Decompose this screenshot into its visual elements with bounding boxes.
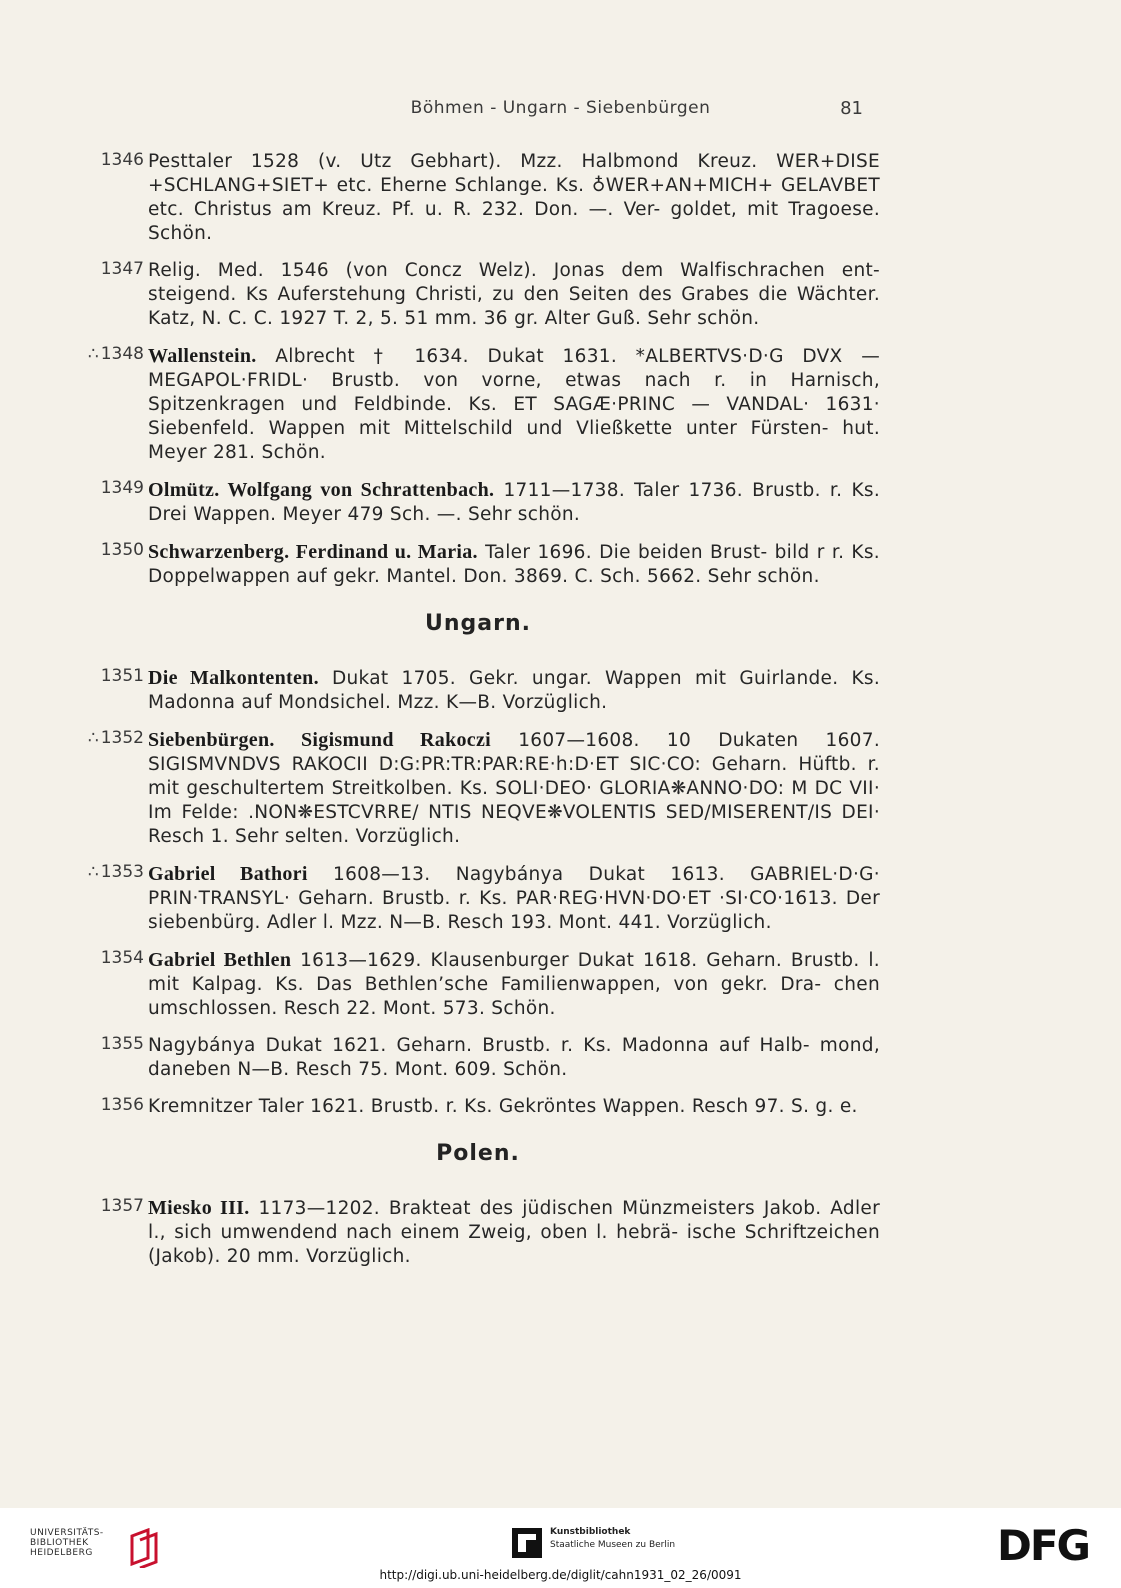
entry-description xyxy=(148,259,880,331)
entry-number-text: 1347 xyxy=(100,259,144,279)
entry-description xyxy=(148,948,880,1021)
entry-number xyxy=(76,478,144,498)
entry-text: 1711—1738. Taler 1736. Brustb. r. Ks. Drei Wappen. Meyer 479 Sch. —. Sehr schön. xyxy=(148,480,881,525)
entry-text: 1613—1629. Klausenburger Dukat 1618. Geharn. Brustb. l. mit Kalpag. Ks. Das Bethlen’sche Familienwappen, von gekr. Dra- chen umschlossen. Resch 22. Mont. 573. Schön. xyxy=(148,950,880,1019)
catalog-entry xyxy=(76,1034,880,1082)
entry-text: 1607—1608. 10 Dukaten 1607. SIGISMVNDVS RAKOCII D:G:PR:TR:PAR:RE·h:D·ET SIC·CO: Geharn. Hüftb. r. mit geschultertem Streitkolben. Ks. SOLI·DEO· GLORIA❋ANNO·DO: M DC VII· Im Felde: .NON❋ESTCVRRE/ NTIS NEQVE❋VOLENTIS SED/MISERENT/IS DEI· Resch 1. Sehr selten. Vorzüglich. xyxy=(148,730,880,847)
entry-text: Taler 1696. Die beiden Brust- bild r r. Ks. Doppelwappen auf gekr. Mantel. Don. 3869. C. Sch. 5662. Sehr schön. xyxy=(148,542,880,587)
catalog-content xyxy=(76,150,880,1282)
entry-number xyxy=(76,259,144,279)
kb-emblem-icon xyxy=(512,1528,542,1558)
entry-description xyxy=(148,1095,880,1119)
svg-text:DFG: DFG xyxy=(997,1522,1090,1566)
entry-text: Albrecht † 1634. Dukat 1631. *ALBERTVS·D·G DVX —MEGAPOL·FRIDL· Brustb. von vorne, etwas nach r. in Harnisch, Spitzenkragen und Feldbinde. Ks. ET SAGÆ·PRINC — VANDAL· 1631· Siebenfeld. Wappen mit Mittelschild und Vließkette unter Fürsten- hut. Meyer 281. Schön. xyxy=(148,346,880,463)
entry-number-text: 1357 xyxy=(100,1196,144,1216)
permalink-url[interactable]: http://digi.ub.uni-heidelberg.de/diglit/cahn1931_02_26/0091 xyxy=(379,1568,742,1582)
catalog-entry xyxy=(76,666,880,715)
rarity-mark-icon: ∴ xyxy=(87,862,99,882)
entry-number xyxy=(76,1196,144,1216)
entry-number-text: 1355 xyxy=(100,1034,144,1054)
entry-number xyxy=(76,150,144,170)
entry-lead: Siebenbürgen. Sigismund Rakoczi xyxy=(148,729,492,751)
entry-lead: Gabriel Bathori xyxy=(148,863,308,885)
entry-text: Relig. Med. 1546 (von Concz Welz). Jonas dem Walfischrachen ent- steigend. Ks Auferstehung Christi, zu den Seiten des Grabes die Wächter. Katz, N. C. C. 1927 T. 2, 5. 51 mm. 36 gr. Alter Guß. Sehr schön. xyxy=(148,260,880,329)
entry-number-text: 1351 xyxy=(100,666,144,686)
entry-number xyxy=(76,728,144,748)
entry-lead: Olmütz. Wolfgang von Schrattenbach. xyxy=(148,479,495,501)
page-number: 81 xyxy=(840,98,863,119)
entry-number xyxy=(76,540,144,560)
entry-number xyxy=(76,862,144,882)
entry-lead: Die Malkontenten. xyxy=(148,667,319,689)
entry-description xyxy=(148,862,880,935)
entry-text: Pesttaler 1528 (v. Utz Gebhart). Mzz. Halbmond Kreuz. WER+DISE +SCHLANG+SIET+ etc. Eherne Schlange. Ks. ♁WER+AN+MICH+ GELAVBET etc. Christus am Kreuz. Pf. u. R. 232. Don. —. Ver- goldet, mit Tragoese. Schön. xyxy=(148,151,880,244)
entry-lead: Miesko III. xyxy=(148,1197,250,1219)
entries-bohemia xyxy=(76,150,880,589)
university-library-logo[interactable] xyxy=(30,1528,150,1568)
entry-number-text: 1352 xyxy=(100,728,144,748)
entry-description xyxy=(148,540,880,589)
uni-line-3: HEIDELBERG xyxy=(30,1548,93,1558)
entry-description xyxy=(148,1196,880,1269)
kb-subtitle: Staatliche Museen zu Berlin xyxy=(550,1540,676,1550)
running-header xyxy=(0,98,1121,124)
entry-description xyxy=(148,478,880,527)
entry-number-text: 1348 xyxy=(100,344,144,364)
entry-description xyxy=(148,666,880,715)
entry-text: Kremnitzer Taler 1621. Brustb. r. Ks. Gekröntes Wappen. Resch 97. S. g. e. xyxy=(148,1096,858,1117)
entry-number xyxy=(76,1034,144,1054)
catalog-entry xyxy=(76,478,880,527)
catalog-entry xyxy=(76,150,880,246)
entry-text: 1173—1202. Brakteat des jüdischen Münzmeisters Jakob. Adler l., sich umwendend nach einem Zweig, oben l. hebrä- ische Schriftzeichen (Jakob). 20 mm. Vorzüglich. xyxy=(148,1198,880,1267)
entry-lead: Schwarzenberg. Ferdinand u. Maria. xyxy=(148,541,478,563)
uni-emblem-icon xyxy=(128,1528,160,1568)
catalog-entry xyxy=(76,1196,880,1269)
entry-number xyxy=(76,666,144,686)
entry-number-text: 1353 xyxy=(100,862,144,882)
entry-text: Dukat 1705. Gekr. ungar. Wappen mit Guirlande. Ks. Madonna auf Mondsichel. Mzz. K—B. Vorzüglich. xyxy=(148,668,881,713)
kb-name: Kunstbibliothek xyxy=(550,1527,631,1537)
catalog-entry xyxy=(76,259,880,331)
entry-text: Nagybánya Dukat 1621. Geharn. Brustb. r. Ks. Madonna auf Halb- mond, daneben N—B. Resch 75. Mont. 609. Schön. xyxy=(148,1035,880,1080)
dfg-logo[interactable] xyxy=(997,1522,1107,1566)
entry-number xyxy=(76,1095,144,1115)
entry-lead: Gabriel Bethlen xyxy=(148,949,292,971)
kunstbibliothek-logo[interactable] xyxy=(512,1526,712,1562)
kb-text xyxy=(550,1526,675,1552)
entry-number xyxy=(76,344,144,364)
entry-number-text: 1356 xyxy=(100,1095,144,1115)
entry-lead: Wallenstein. xyxy=(148,345,257,367)
entries-poland xyxy=(76,1196,880,1269)
catalog-entry xyxy=(76,862,880,935)
entry-number-text: 1346 xyxy=(100,150,144,170)
section-heading-polen: Polen. xyxy=(436,1141,520,1166)
entry-number xyxy=(76,948,144,968)
uni-line-2: BIBLIOTHEK xyxy=(30,1538,89,1548)
entry-number-text: 1354 xyxy=(100,948,144,968)
entries-hungary xyxy=(76,666,880,1119)
entry-number-text: 1349 xyxy=(100,478,144,498)
entry-description xyxy=(148,344,880,465)
catalog-entry xyxy=(76,1095,880,1119)
entry-number-text: 1350 xyxy=(100,540,144,560)
catalog-entry xyxy=(76,948,880,1021)
section-heading-ungarn: Ungarn. xyxy=(425,611,531,636)
entry-description xyxy=(148,1034,880,1082)
rarity-mark-icon: ∴ xyxy=(87,728,99,748)
uni-line-1: UNIVERSITÄTS- xyxy=(30,1528,104,1538)
entry-description xyxy=(148,150,880,246)
catalog-entry xyxy=(76,728,880,849)
header-title: Böhmen - Ungarn - Siebenbürgen xyxy=(410,98,711,118)
entry-text: 1608—13. Nagybánya Dukat 1613. GABRIEL·D·G· PRIN·TRANSYL· Geharn. Brustb. r. Ks. PAR·REG·HVN·DO·ET ·SI·CO·1613. Der siebenbürg. Adler l. Mzz. N—B. Resch 193. Mont. 441. Vorzüglich. xyxy=(148,864,880,933)
footer-bar xyxy=(0,1508,1121,1588)
catalog-entry xyxy=(76,344,880,465)
rarity-mark-icon: ∴ xyxy=(87,344,99,364)
catalog-entry xyxy=(76,540,880,589)
entry-description xyxy=(148,728,880,849)
